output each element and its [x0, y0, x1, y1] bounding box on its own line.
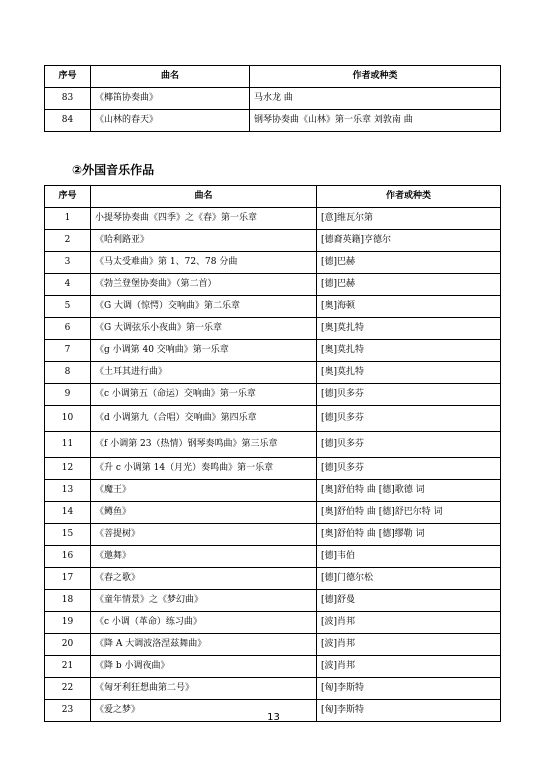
- cell-author: [德]巴赫: [317, 252, 501, 274]
- table-row: [45, 524, 501, 546]
- cell-author: [奥]舒伯特 曲 [德]舒巴尔特 词: [317, 502, 501, 524]
- cell-number: 18: [45, 590, 91, 612]
- table-row: [45, 208, 501, 230]
- cell-number: 1: [45, 208, 91, 230]
- cell-title: 《勃兰登堡协奏曲》（第二首）: [91, 274, 317, 296]
- cell-number: 9: [45, 384, 91, 406]
- page-number: 13: [267, 712, 280, 723]
- table-header-row: [45, 66, 501, 88]
- cell-title: 《升 c 小调第 14（月光）奏鸣曲》第一乐章: [91, 458, 317, 480]
- cell-title: 《c 小调第五（命运）交响曲》第一乐章: [91, 384, 317, 406]
- table-row: [45, 252, 501, 274]
- cell-author: [波]肖邦: [317, 612, 501, 634]
- header-author: 作者或种类: [250, 66, 501, 88]
- cell-number: 5: [45, 296, 91, 318]
- cell-number: 20: [45, 634, 91, 656]
- cell-title: 《马太受难曲》第 1、72、78 分曲: [91, 252, 317, 274]
- cell-number: 16: [45, 546, 91, 568]
- table-row: [45, 296, 501, 318]
- table-row: [45, 634, 501, 656]
- cell-title: 《魔王》: [91, 480, 317, 502]
- cell-author: [德]舒曼: [317, 590, 501, 612]
- cell-author: [德]门德尔松: [317, 568, 501, 590]
- table-row: [45, 612, 501, 634]
- cell-title: 《鳟鱼》: [91, 502, 317, 524]
- table-row: [45, 230, 501, 252]
- table-row: [45, 432, 501, 458]
- cell-author: 马水龙 曲: [250, 88, 501, 110]
- header-title: 曲名: [91, 66, 250, 88]
- cell-title: 《童年情景》之《梦幻曲》: [91, 590, 317, 612]
- cell-author: [匈]李斯特: [317, 700, 501, 722]
- table-row: [45, 502, 501, 524]
- cell-title: 《邀舞》: [91, 546, 317, 568]
- cell-author: [奥]莫扎特: [317, 362, 501, 384]
- table-row: [45, 274, 501, 296]
- cell-author: [奥]舒伯特 曲 [德]缪勒 词: [317, 524, 501, 546]
- cell-title: 小提琴协奏曲《四季》之《春》第一乐章: [91, 208, 317, 230]
- cell-title: 《G 大调弦乐小夜曲》第一乐章: [91, 318, 317, 340]
- table-row: [45, 656, 501, 678]
- cell-author: [奥]舒伯特 曲 [德]歌德 词: [317, 480, 501, 502]
- cell-number: 13: [45, 480, 91, 502]
- cell-title: 《f 小调第 23（热情）钢琴奏鸣曲》第三乐章: [91, 432, 317, 458]
- works-table-continued: [44, 65, 501, 132]
- cell-author: [德]贝多芬: [317, 384, 501, 406]
- cell-number: 4: [45, 274, 91, 296]
- cell-number: 10: [45, 406, 91, 432]
- cell-author: [德裔英籍]亨德尔: [317, 230, 501, 252]
- table-row: [45, 110, 501, 132]
- cell-number: 3: [45, 252, 91, 274]
- cell-author: [奥]莫扎特: [317, 340, 501, 362]
- cell-number: 21: [45, 656, 91, 678]
- table-header-row: [45, 186, 501, 208]
- cell-number: 11: [45, 432, 91, 458]
- cell-number: 83: [45, 88, 91, 110]
- table-row: [45, 568, 501, 590]
- table-row: [45, 406, 501, 432]
- cell-number: 7: [45, 340, 91, 362]
- section-title: ②外国音乐作品: [72, 163, 155, 177]
- cell-author: [德]巴赫: [317, 274, 501, 296]
- cell-title: 《降 A 大调波洛涅兹舞曲》: [91, 634, 317, 656]
- table-row: [45, 340, 501, 362]
- cell-number: 19: [45, 612, 91, 634]
- cell-author: [波]肖邦: [317, 634, 501, 656]
- cell-author: [意]维瓦尔第: [317, 208, 501, 230]
- table-row: [45, 362, 501, 384]
- table-row: [45, 88, 501, 110]
- cell-author: [德]贝多芬: [317, 458, 501, 480]
- cell-title: 《椰笛协奏曲》: [91, 88, 250, 110]
- cell-number: 22: [45, 678, 91, 700]
- table-row: [45, 480, 501, 502]
- cell-number: 84: [45, 110, 91, 132]
- cell-number: 14: [45, 502, 91, 524]
- cell-number: 15: [45, 524, 91, 546]
- cell-title: 《降 b 小调夜曲》: [91, 656, 317, 678]
- cell-number: 8: [45, 362, 91, 384]
- foreign-works-table: [44, 185, 501, 722]
- cell-author: [德]贝多芬: [317, 432, 501, 458]
- table-row: [45, 678, 501, 700]
- cell-number: 17: [45, 568, 91, 590]
- cell-title: 《匈牙利狂想曲第二号》: [91, 678, 317, 700]
- header-author: 作者或种类: [317, 186, 501, 208]
- cell-author: [奥]莫扎特: [317, 318, 501, 340]
- table-row: [45, 318, 501, 340]
- cell-title: 《爱之梦》: [91, 700, 317, 722]
- header-number: 序号: [45, 186, 91, 208]
- cell-number: 12: [45, 458, 91, 480]
- cell-number: 2: [45, 230, 91, 252]
- cell-author: [德]韦伯: [317, 546, 501, 568]
- header-number: 序号: [45, 66, 91, 88]
- cell-title: 《土耳其进行曲》: [91, 362, 317, 384]
- cell-author: [匈]李斯特: [317, 678, 501, 700]
- cell-title: 《c 小调（革命）练习曲》: [91, 612, 317, 634]
- table-row: [45, 384, 501, 406]
- cell-title: 《春之歌》: [91, 568, 317, 590]
- cell-author: [波]肖邦: [317, 656, 501, 678]
- cell-author: [德]贝多芬: [317, 406, 501, 432]
- table-row: [45, 590, 501, 612]
- cell-author: 钢琴协奏曲《山林》第一乐章 刘敦南 曲: [250, 110, 501, 132]
- cell-title: 《哈利路亚》: [91, 230, 317, 252]
- header-title: 曲名: [91, 186, 317, 208]
- cell-title: 《山林的春天》: [91, 110, 250, 132]
- cell-author: [奥]海顿: [317, 296, 501, 318]
- cell-title: 《G 大调（惊愕）交响曲》第二乐章: [91, 296, 317, 318]
- table-row: [45, 458, 501, 480]
- table-row: [45, 546, 501, 568]
- cell-number: 6: [45, 318, 91, 340]
- cell-title: 《菩提树》: [91, 524, 317, 546]
- cell-title: 《d 小调第九（合唱）交响曲》第四乐章: [91, 406, 317, 432]
- cell-number: 23: [45, 700, 91, 722]
- cell-title: 《g 小调第 40 交响曲》第一乐章: [91, 340, 317, 362]
